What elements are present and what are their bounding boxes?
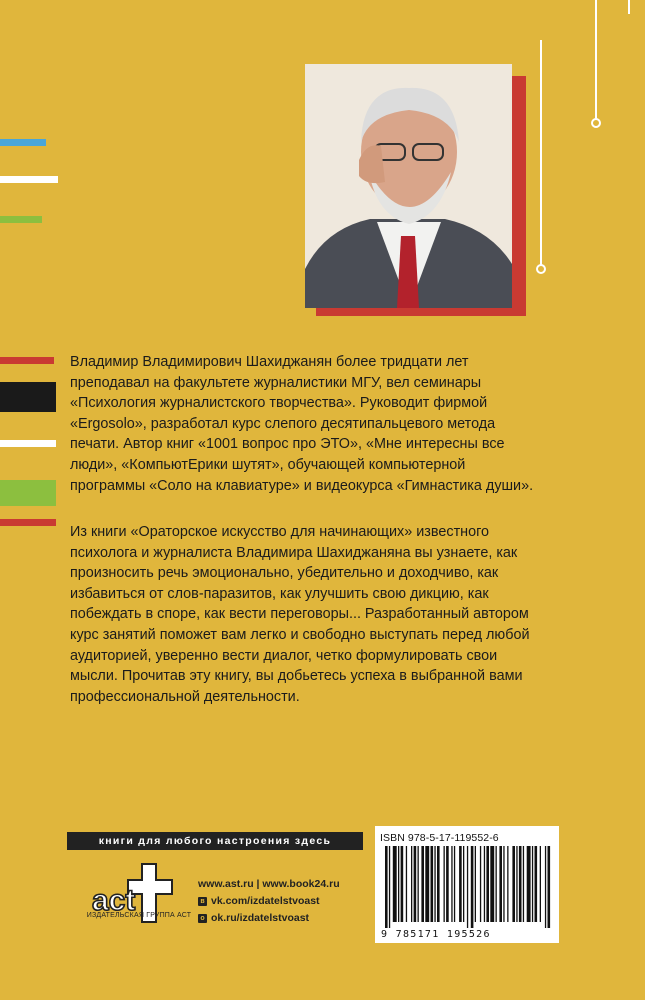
- stripe-green: [0, 216, 42, 223]
- barcode-bar: [451, 846, 452, 922]
- stripe-blue: [0, 139, 46, 146]
- barcode-bar: [499, 846, 502, 922]
- barcode-bar: [425, 846, 429, 922]
- barcode-bar: [389, 846, 390, 928]
- ok-link[interactable]: ok.ru/izdatelstvoast: [211, 912, 310, 924]
- author-photo: [305, 64, 512, 308]
- barcode-bar: [421, 846, 424, 922]
- barcode-bar: [496, 846, 497, 922]
- tagline-banner: книги для любого настроения здесь: [67, 832, 363, 850]
- barcode-bar: [434, 846, 435, 922]
- barcode-bar: [545, 846, 546, 928]
- barcode-bar: [446, 846, 449, 922]
- barcode-number: 9 785171 195526: [381, 929, 491, 940]
- barcode-bar: [484, 846, 485, 922]
- barcode-bar: [503, 846, 504, 922]
- barcode-bar: [516, 846, 517, 922]
- stripe-red-2: [0, 519, 56, 526]
- barcode-bar: [414, 846, 417, 922]
- barcode-bar: [486, 846, 489, 922]
- barcode-bar: [507, 846, 508, 922]
- publisher-links: [198, 876, 340, 927]
- barcode-bar: [406, 846, 407, 922]
- barcode-bar: [535, 846, 538, 922]
- barcode-bar: [480, 846, 481, 922]
- barcode-bar: [437, 846, 440, 922]
- barcode-bar: [463, 846, 464, 922]
- barcode-bar: [393, 846, 397, 922]
- barcode-bar: [385, 846, 388, 928]
- barcode-bar: [490, 846, 494, 922]
- vk-link[interactable]: vk.com/izdatelstvoast: [211, 895, 320, 907]
- barcode-bar: [398, 846, 399, 922]
- isbn-label: ISBN 978-5-17-119552-6: [380, 832, 499, 844]
- publisher-logo: [86, 858, 186, 938]
- book-description: Из книги «Ораторское искусство для начинающих» известного психолога и журналиста Владимира Шахиджаняна вы узнаете, как произносить речь эмоционально, убедительно и доходчиво, как избавиться от слов-паразитов, как улучшить свою дикцию, как побеждать в споре, как вести переговоры... Разработанный автором курс занятий поможет вам легко и свободно выступать перед любой аудиторией, уверенно вести диалог, четко формулировать свои мысли. Прочитав эту книгу, вы добьетесь успеха в выбранной вами профессиональной деятельности.: [70, 524, 530, 705]
- barcode-bar: [471, 846, 474, 928]
- barcode-bar: [523, 846, 524, 922]
- barcode-bar: [540, 846, 541, 922]
- barcode-bar: [548, 846, 551, 928]
- stripe-red-1: [0, 357, 54, 364]
- barcode: [381, 846, 553, 928]
- barcode-bar: [444, 846, 445, 922]
- barcode-bar: [454, 846, 455, 922]
- vk-icon: в: [198, 897, 207, 906]
- deco-dot-1: [536, 264, 546, 274]
- deco-line-3: [628, 0, 630, 14]
- author-bio: Владимир Владимирович Шахиджанян более тридцати лет преподавал на факультете журналистики МГУ, вел семинары «Психология журналистского творчества». Руководит фирмой «Ergosolo», разработал курс слепого десятипальцевого метода печати. Автор книг «1001 вопрос про ЭТО», «Мне интересны все люди», «КомпьютЕрики шутят», обучающей компьютерной программы «Соло на клавиатуре» и видеокурса «Гимнастика души».: [70, 354, 534, 494]
- stripe-white: [0, 176, 58, 183]
- barcode-bar: [431, 846, 434, 922]
- stripe-green-2: [0, 480, 56, 506]
- barcode-bar: [532, 846, 533, 922]
- stripe-white-2: [0, 440, 56, 447]
- logo-text: act: [92, 884, 136, 917]
- barcode-bar: [527, 846, 531, 922]
- ok-icon: о: [198, 914, 207, 923]
- barcode-bar: [459, 846, 462, 922]
- barcode-bar: [411, 846, 412, 922]
- deco-line-2: [540, 40, 542, 265]
- barcode-bar: [401, 846, 404, 922]
- websites-link[interactable]: www.ast.ru | www.book24.ru: [198, 878, 340, 890]
- barcode-bar: [475, 846, 476, 922]
- deco-line-1: [595, 0, 597, 120]
- barcode-bar: [467, 846, 468, 928]
- barcode-bar: [519, 846, 522, 922]
- publisher-caption: ИЗДАТЕЛЬСКАЯ ГРУППА АСТ: [86, 912, 192, 919]
- barcode-bar: [418, 846, 419, 922]
- barcode-bar: [512, 846, 515, 922]
- deco-dot-2: [591, 118, 601, 128]
- stripe-black: [0, 382, 56, 412]
